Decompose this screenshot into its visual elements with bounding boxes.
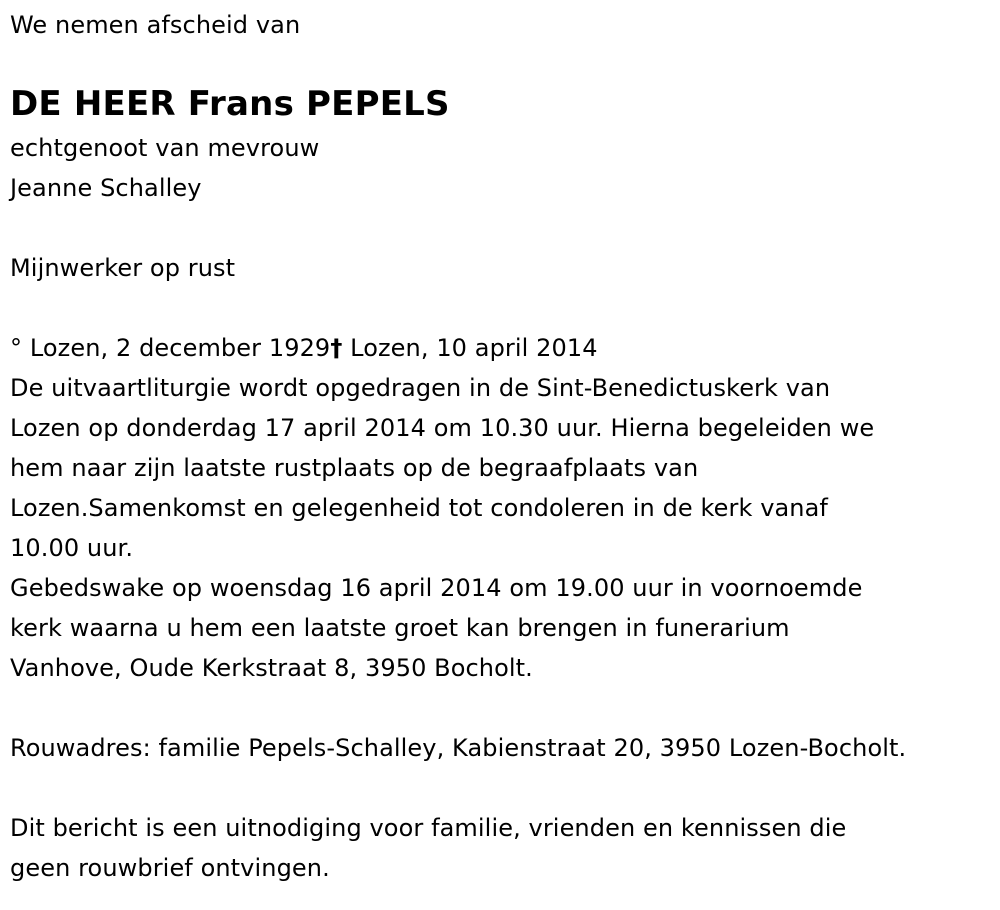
mourning-address: Rouwadres: familie Pepels-Schalley, Kabienstraat 20, 3950 Lozen-Bocholt. bbox=[10, 734, 907, 762]
spacer bbox=[10, 768, 1000, 808]
notice-paragraph bbox=[10, 808, 1000, 888]
spacer bbox=[10, 208, 1000, 248]
funeral-line: Lozen op donderdag 17 april 2014 om 10.30 uur. Hierna begeleiden we bbox=[10, 414, 875, 442]
funeral-line: Lozen.Samenkomst en gelegenheid tot condoleren in de kerk vanaf bbox=[10, 494, 828, 522]
intro-text: We nemen afscheid van bbox=[10, 11, 301, 39]
birth-date: ° Lozen, 2 december 1929 bbox=[10, 334, 331, 362]
death-date: Lozen, 10 april 2014 bbox=[342, 334, 598, 362]
vigil-line: kerk waarna u hem een laatste groet kan brengen in funerarium bbox=[10, 614, 790, 642]
spacer bbox=[10, 288, 1000, 328]
funeral-line: hem naar zijn laatste rustplaats op de begraafplaats van bbox=[10, 454, 699, 482]
notice-line: Dit bericht is een uitnodiging voor familie, vrienden en kennissen die bbox=[10, 814, 847, 842]
funeral-line: 10.00 uur. bbox=[10, 534, 134, 562]
funeral-paragraph bbox=[10, 368, 1000, 568]
vigil-line: Vanhove, Oude Kerkstraat 8, 3950 Bocholt. bbox=[10, 654, 533, 682]
spacer bbox=[10, 688, 1000, 728]
notice-line: geen rouwbrief ontvingen. bbox=[10, 854, 330, 882]
cross-icon: † bbox=[330, 334, 343, 362]
spouse-line-1: echtgenoot van mevrouw bbox=[10, 134, 320, 162]
occupation: Mijnwerker op rust bbox=[10, 254, 236, 282]
deceased-name: DE HEER Frans PEPELS bbox=[10, 84, 450, 124]
vigil-line: Gebedswake op woensdag 16 april 2014 om 19.00 uur in voornoemde bbox=[10, 574, 863, 602]
vigil-paragraph bbox=[10, 568, 1000, 688]
spouse-line-2: Jeanne Schalley bbox=[10, 174, 202, 202]
life-dates bbox=[10, 328, 1000, 368]
funeral-line: De uitvaartliturgie wordt opgedragen in de Sint-Benedictuskerk van bbox=[10, 374, 831, 402]
